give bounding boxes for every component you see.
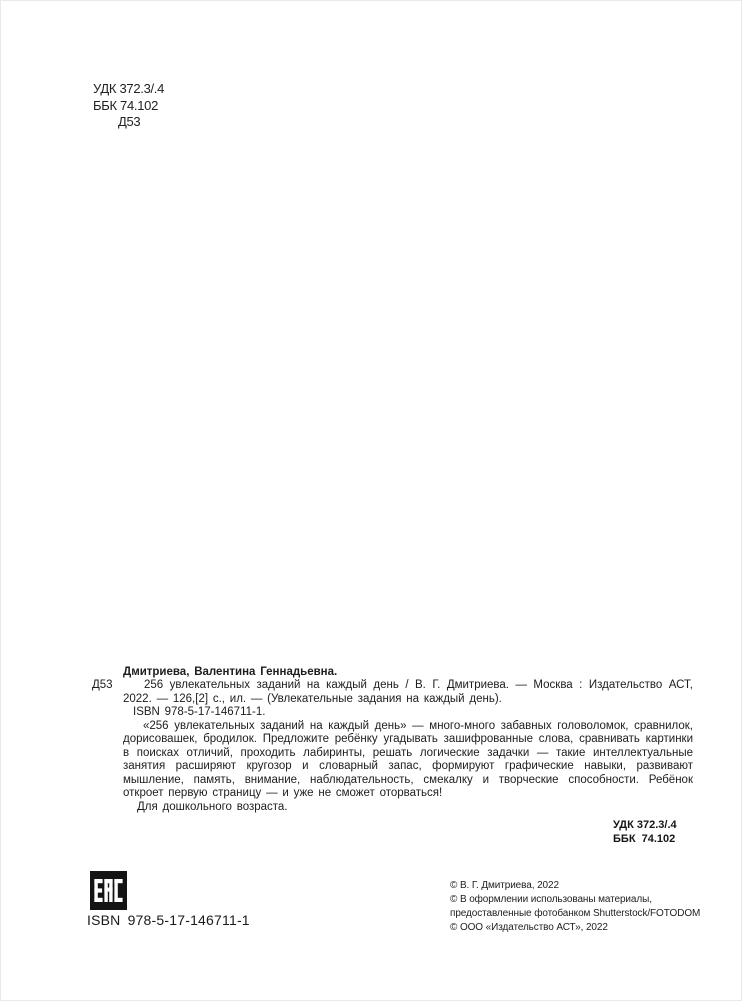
copyright-block [450, 879, 700, 935]
isbn-bottom: ISBN 978-5-17-146711-1 [87, 912, 250, 928]
catalog-card [92, 666, 693, 814]
audience-note: Для дошкольного возраста. [137, 800, 288, 813]
eac-mark-icon [90, 871, 127, 910]
bibliographic-description: 256 увлекательных заданий на каждый день / В. Г. Дмитриева. — Москва : Издательство АСТ, 2022. — 126,[2] с., ил. — (Увлекательные задания на каждый день). [123, 679, 693, 705]
isbn-card-line: ISBN 978-5-17-146711-1. [133, 706, 266, 719]
bbk-number-top: ББК 74.102 [93, 97, 159, 113]
udk-number-top: УДК 372.3/.4 [93, 81, 165, 96]
author-sign-top: Д53 [118, 114, 141, 129]
author-sign-hang: Д53 [92, 679, 113, 692]
annotation-text: «256 увлекательных заданий на каждый день» — много-много забавных головоломок, сравнилок, дорисовашек, бродилок. Предложите ребёнку угадывать зашифрованные слова, сравнивать картинки в поисках отличий, проходить лабиринты, решать логические задачки — такие интеллектуальные занятия расширяют кругозор и словарный запас, формируют графические навыки, развивают мышление, память, внимание, наблюдательность, смекалку и творческие способности. Ребёнок откроет первую страницу — и уже не сможет оторваться! [123, 719, 693, 800]
top-classification-block [93, 81, 164, 131]
copyright-line-author: © В. Г. Дмитриева, 2022 [450, 880, 559, 891]
right-classification-block [613, 819, 677, 847]
author-heading: Дмитриева, Валентина Геннадьевна. [123, 666, 338, 678]
copyright-line-publisher: © ООО «Издательство АСТ», 2022 [450, 921, 608, 933]
udk-number-right: УДК 372.3/.4 [613, 819, 677, 831]
copyright-line-photobank: предоставленные фотобанком Shutterstock/FOTODOM [450, 907, 701, 919]
copyright-line-design: © В оформлении использованы материалы, [450, 893, 652, 905]
bbk-number-right: ББК 74.102 [613, 832, 676, 845]
